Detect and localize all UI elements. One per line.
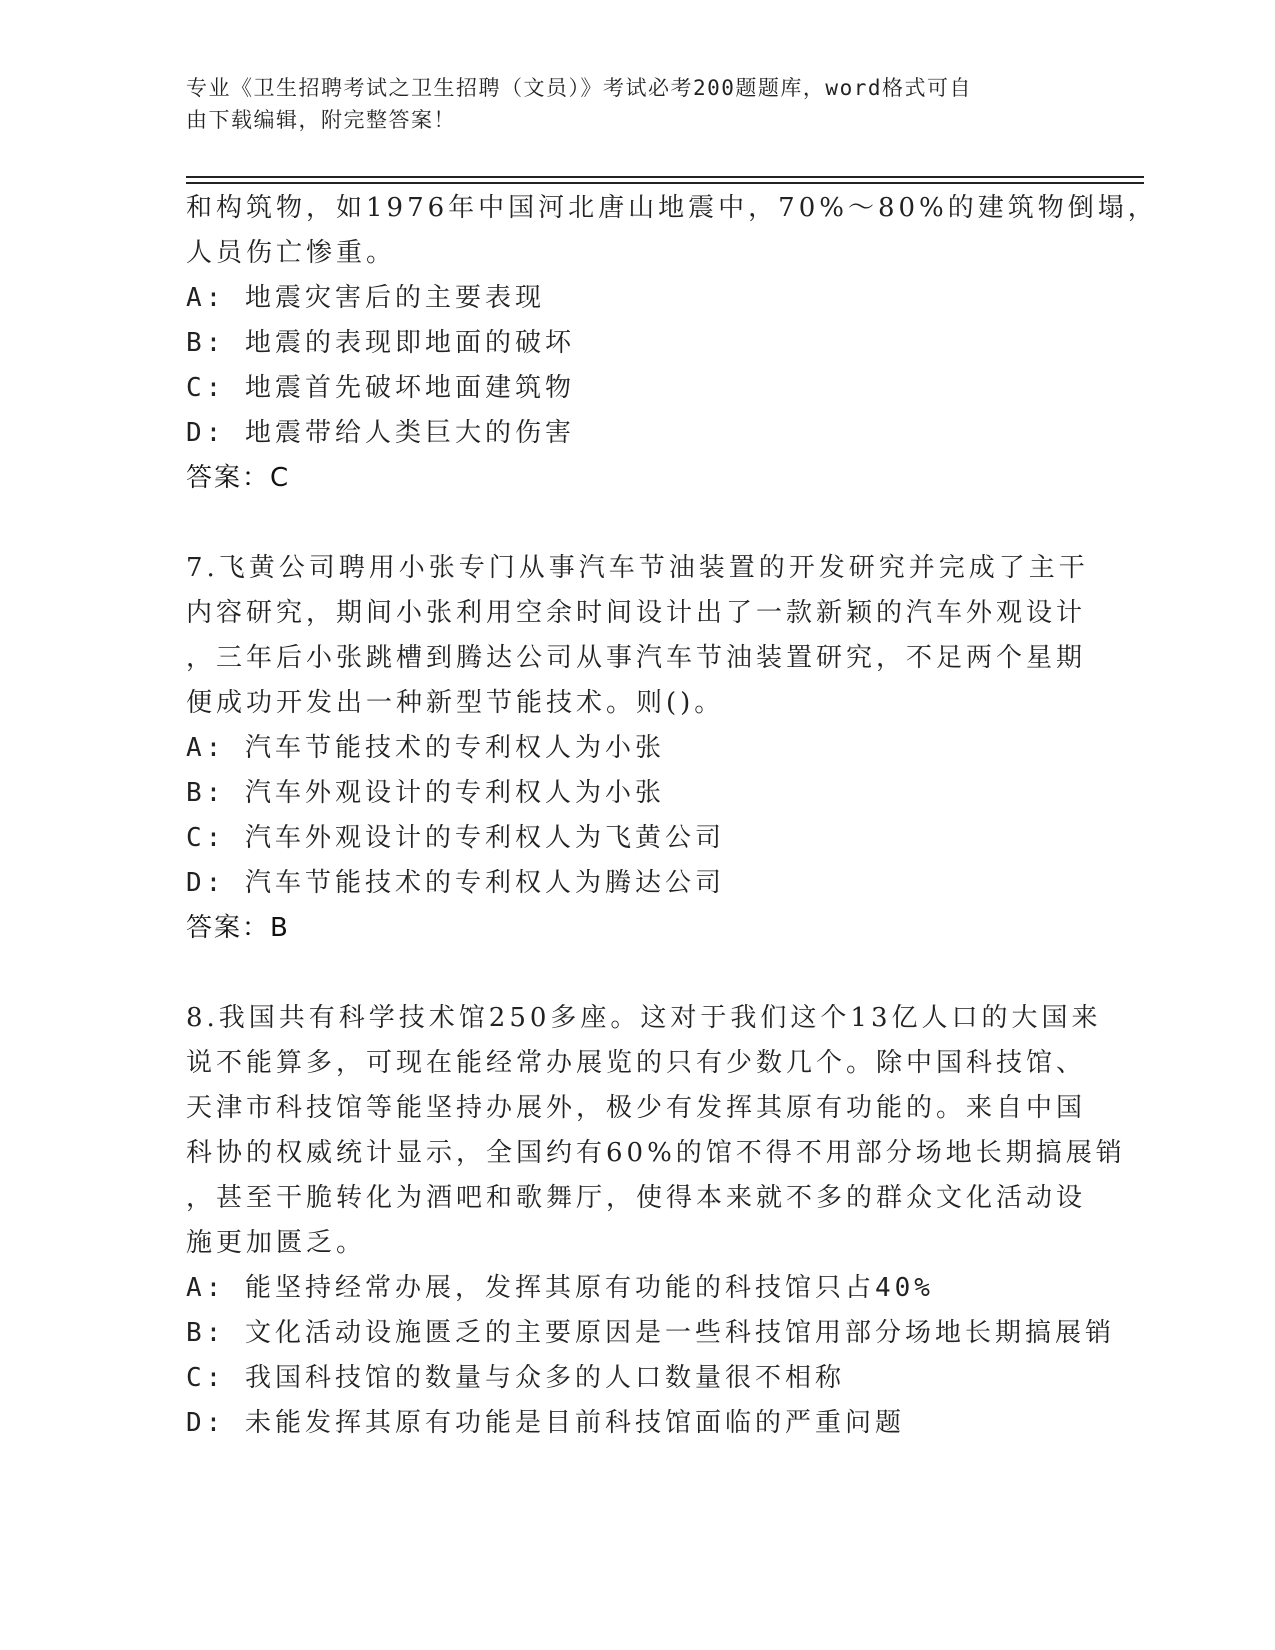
option-c: C: 汽车外观设计的专利权人为飞黄公司: [186, 823, 725, 853]
option-b: B: 文化活动设施匮乏的主要原因是一些科技馆用部分场地长期搞展销: [186, 1318, 1115, 1348]
question-7: [186, 546, 1089, 951]
option-d: D: 汽车节能技术的专利权人为腾达公司: [186, 868, 725, 898]
option-c: C: 地震首先破坏地面建筑物: [186, 373, 575, 403]
option-a: A: 能坚持经常办展，发挥其原有功能的科技馆只占40%: [186, 1273, 934, 1303]
question-stem-line: 科协的权威统计显示，全国约有60%的馆不得不用部分场地长期搞展销: [186, 1138, 1126, 1168]
header-divider-bottom: [186, 182, 1144, 184]
option-a: A: 汽车节能技术的专利权人为小张: [186, 733, 665, 763]
question-stem-line: 7.飞黄公司聘用小张专门从事汽车节油装置的开发研究并完成了主干: [186, 553, 1089, 583]
question-stem-line: 施更加匮乏。: [186, 1228, 367, 1258]
header-line-1: 专业《卫生招聘考试之卫生招聘（文员）》考试必考200题题库，word格式可自: [186, 76, 972, 100]
question-stem-line: 便成功开发出一种新型节能技术。则()。: [186, 688, 725, 718]
answer-label: 答案：C: [186, 463, 291, 493]
question-stem-line: ，甚至干脆转化为酒吧和歌舞厅，使得本来就不多的群众文化活动设: [186, 1183, 1087, 1213]
header-divider-top: [186, 176, 1144, 178]
question-8: [186, 996, 1126, 1446]
answer-label: 答案：B: [186, 913, 290, 943]
page-header: [186, 72, 1086, 136]
question-stem-line: 说不能算多，可现在能经常办展览的只有少数几个。除中国科技馆、: [186, 1048, 1087, 1078]
question-stem-line: 8.我国共有科学技术馆250多座。这对于我们这个13亿人口的大国来: [186, 1003, 1102, 1033]
option-b: B: 汽车外观设计的专利权人为小张: [186, 778, 665, 808]
question-6: [186, 186, 1158, 501]
spacer: [186, 501, 1086, 546]
question-stem-line: 内容研究，期间小张利用空余时间设计出了一款新颖的汽车外观设计: [186, 598, 1087, 628]
option-b: B: 地震的表现即地面的破坏: [186, 328, 575, 358]
question-stem-line: 人员伤亡惨重。: [186, 238, 397, 268]
option-d: D: 未能发挥其原有功能是目前科技馆面临的严重问题: [186, 1408, 905, 1438]
question-stem-line: ，三年后小张跳槽到腾达公司从事汽车节油装置研究，不足两个星期: [186, 643, 1087, 673]
option-c: C: 我国科技馆的数量与众多的人口数量很不相称: [186, 1363, 845, 1393]
document-body: [186, 186, 1158, 1446]
option-d: D: 地震带给人类巨大的伤害: [186, 418, 575, 448]
question-stem-line: 天津市科技馆等能坚持办展外，极少有发挥其原有功能的。来自中国: [186, 1093, 1087, 1123]
option-a: A: 地震灾害后的主要表现: [186, 283, 545, 313]
header-line-2: 由下载编辑，附完整答案！: [186, 108, 456, 132]
spacer: [186, 951, 1086, 996]
question-stem-line: 和构筑物，如1976年中国河北唐山地震中，70%～80%的建筑物倒塌，: [186, 193, 1158, 223]
